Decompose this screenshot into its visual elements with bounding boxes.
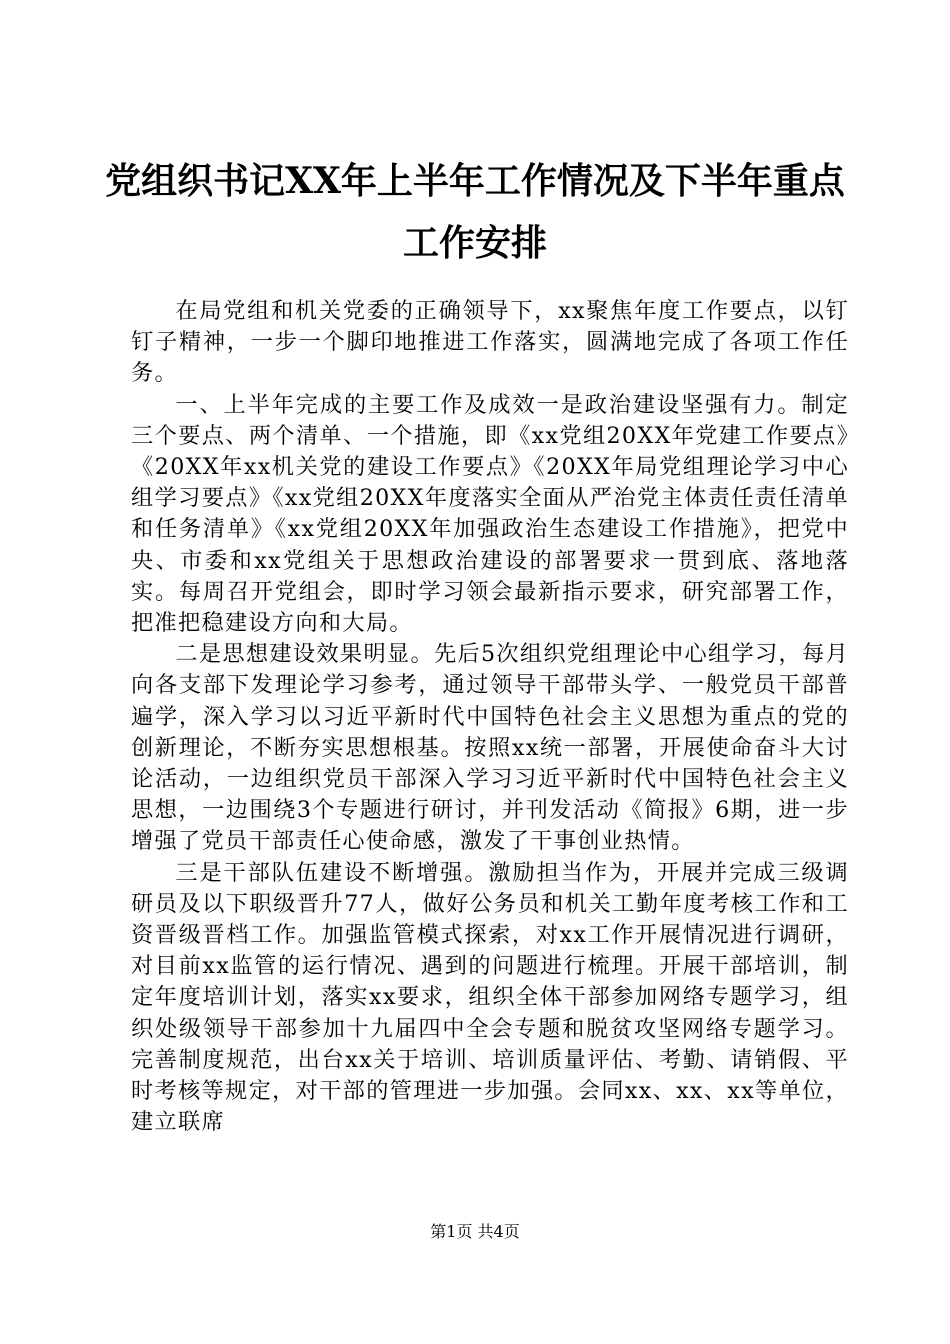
page-footer: 第1页 共4页 (430, 1222, 520, 1241)
paragraph-cadre-building: 三是干部队伍建设不断增强。激励担当作为，开展并完成三级调研员及以下职级晋升77人，做好公务员和机关工勤年度考核工作和工资晋级晋档工作。加强监管模式探索，对xx工作开展情况进行调研，对目前xx监管的运行情况、遇到的问题进行梳理。开展干部培训，制定年度培训计划，落实xx要求，组织全体干部参加网络专题学习，组织处级领导干部参加十九届四中全会专题和脱贫攻坚网络专题学习。完善制度规范，出台xx关于培训、培训质量评估、考勤、请销假、平时考核等规定，对干部的管理进一步加强。会同xx、xx、xx等单位，建立联席 (131, 859, 849, 1136)
paragraph-political-building: 一、上半年完成的主要工作及成效一是政治建设坚强有力。制定三个要点、两个清单、一个措施，即《xx党组20XX年党建工作要点》《20XX年xx机关党的建设工作要点》《20XX年局党组理论学习中心组学习要点》《xx党组20XX年度落实全面从严治党主体责任责任清单和任务清单》《xx党组20XX年加强政治生态建设工作措施》，把党中央、市委和xx党组关于思想政治建设的部署要求一贯到底、落地落实。每周召开党组会，即时学习领会最新指示要求，研究部署工作，把准把稳建设方向和大局。 (131, 391, 849, 637)
document-body (131, 296, 849, 1138)
paragraph-ideological-building: 二是思想建设效果明显。先后5次组织党组理论中心组学习，每月向各支部下发理论学习参考，通过领导干部带头学、一般党员干部普遍学，深入学习以习近平新时代中国特色社会主义思想为重点的党的创新理论，不断夯实思想根基。按照xx统一部署，开展使命奋斗大讨论活动，一边组织党员干部深入学习习近平新时代中国特色社会主义思想，一边围绕3个专题进行研讨，并刊发活动《简报》6期，进一步增强了党员干部责任心使命感，激发了干事创业热情。 (131, 641, 849, 855)
document-title: 党组织书记XX年上半年工作情况及下半年重点工作安排 (105, 160, 845, 264)
paragraph-intro: 在局党组和机关党委的正确领导下，xx聚焦年度工作要点，以钉钉子精神，一步一个脚印地推进工作落实，圆满地完成了各项工作任务。 (131, 298, 849, 387)
